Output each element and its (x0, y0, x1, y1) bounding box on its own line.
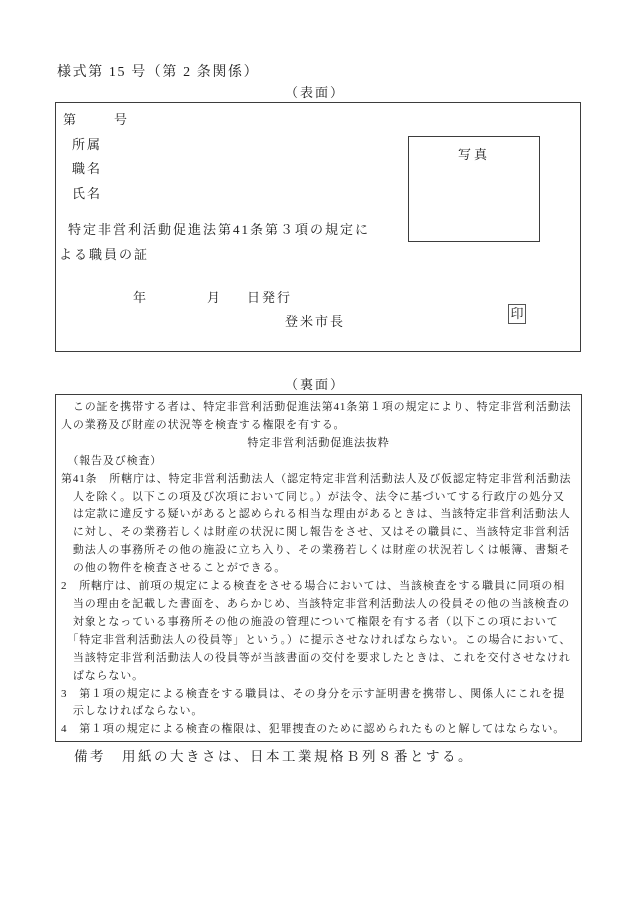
law-text-line: 示しなければならない。 (61, 705, 204, 718)
field-label-affiliation: 所属 (72, 137, 103, 152)
issue-date-month-label: 月 (207, 290, 223, 305)
law-text-line: 4 第１項の規定による検査の権限は、犯罪捜査のために認められたものと解してはならない。 (61, 723, 566, 736)
field-label-name: 氏名 (72, 186, 103, 201)
field-label-job-title: 職名 (72, 161, 103, 176)
photo-placeholder-box (408, 136, 540, 242)
law-text-line: は定款に違反する疑いがあると認められる相当な理由があるときは、当該特定非営利活動法人 (61, 508, 571, 521)
law-text-line: 2 所轄庁は、前項の規定による検査をさせる場合においては、当該検査をする職員に同項の相 (61, 580, 566, 593)
law-text-line: （報告及び検査） (61, 454, 163, 467)
id-card-front (55, 102, 581, 352)
law-text-line: 「特定非営利活動法人の役員等」という。）に提示させなければならない。この場合において、 (61, 633, 572, 646)
remarks-note: 備考 用紙の大きさは、日本工業規格Ｂ列８番とする。 (74, 749, 474, 764)
certificate-title-line1: 特定非営利活動促進法第41条第３項の規定に (68, 222, 371, 237)
form-number: 様式第 15 号（第 2 条関係） (57, 65, 260, 80)
law-text-line: に対し、その業務若しくは財産の状況に関し報告をさせ、又はその職員に、当該特定非営利活 (61, 526, 571, 539)
id-card-back (55, 394, 582, 742)
law-text-line: 第41条 所轄庁は、特定非営利活動法人（認定特定非営利活動法人及び仮認定特定非営利活動法 (61, 472, 572, 485)
law-text-line: 動法人の事務所その他の施設に立ち入り、その業務若しくは財産の状況若しくは帳簿、書類そ (61, 544, 571, 557)
front-side-label: （表面） (284, 85, 345, 100)
law-text-line: 人の業務及び財産の状況等を検査する権限を有する。 (61, 418, 346, 431)
law-text-line: 当該特定非営利活動法人の役員等が当該書面の交付を要求したときは、これを交付させなけれ (61, 651, 571, 664)
law-text-line: ばならない。 (61, 669, 144, 682)
law-text-line: 特定非営利活動促進法抜粋 (247, 436, 390, 449)
photo-label: 写真 (457, 147, 490, 162)
serial-number-prefix: 第 (63, 112, 79, 127)
law-text-line: 当の理由を記載した書面を、あらかじめ、当該特定非営利活動法人の役員その他の当該検査の (61, 597, 571, 610)
law-text-line: 対象となっている事務所その他の施設の管理について権限を有する者（以下この項において (61, 615, 559, 628)
issue-date-year-label: 年 (133, 290, 149, 305)
seal-mark: 印 (508, 304, 526, 324)
law-text-line: 人を除く。以下この項及び次項において同じ。）が法令、法令に基づいてする行政庁の処分又 (61, 490, 565, 503)
issuer-name: 登米市長 (285, 314, 346, 329)
issue-date-day-label: 日発行 (247, 290, 293, 305)
serial-number-suffix: 号 (114, 112, 130, 127)
law-text-line: の他の物件を検査させることができる。 (61, 562, 287, 575)
law-text-line: この証を携帯する者は、特定非営利活動促進法第41条第１項の規定により、特定非営利活動法 (61, 401, 572, 413)
law-text-line: 3 第１項の規定による検査をする職員は、その身分を示す証明書を携帯し、関係人にこれを提 (61, 687, 566, 700)
back-side-label: （裏面） (284, 377, 345, 392)
certificate-title-line2: よる職員の証 (59, 247, 150, 262)
